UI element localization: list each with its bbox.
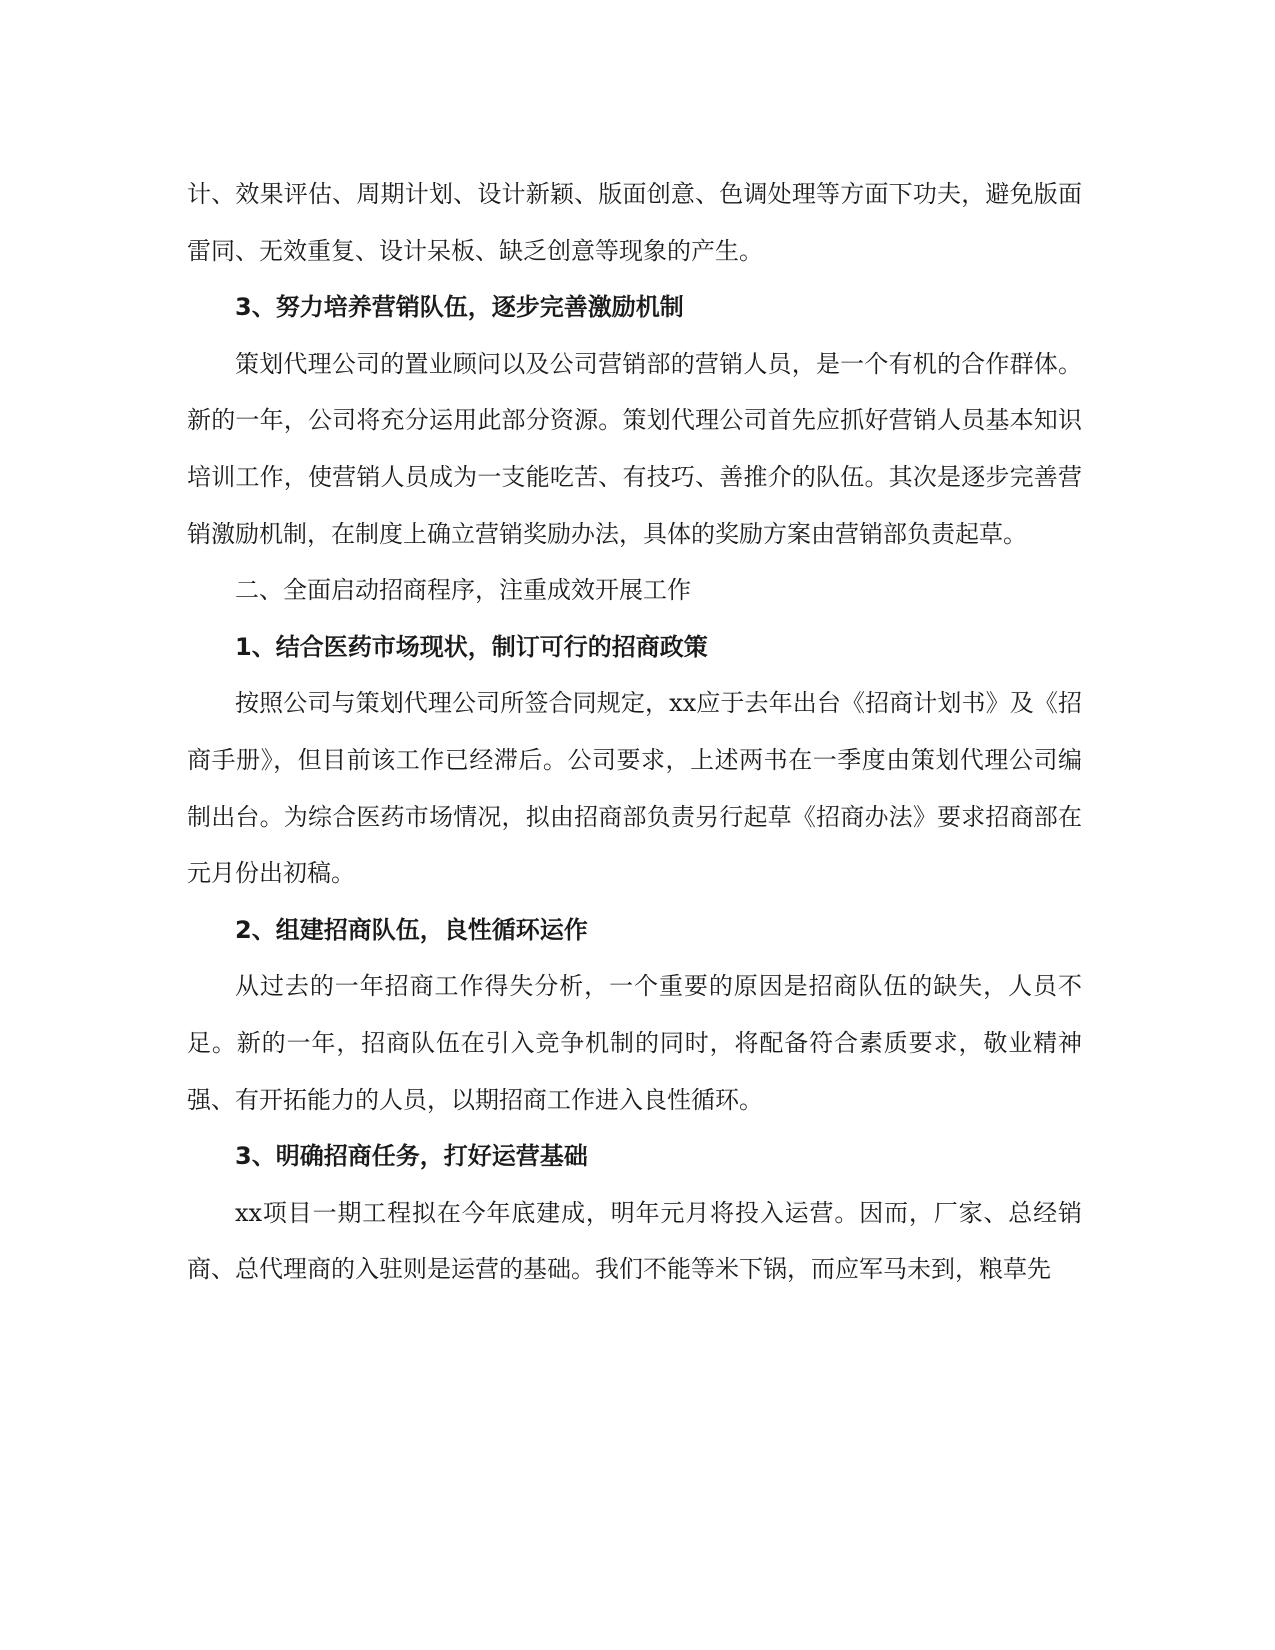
section-heading-policy: 1、结合医药市场现状，制订可行的招商政策 [235, 632, 708, 661]
paragraph-sales-team: 策划代理公司的置业顾问以及公司营销部的营销人员，是一个有机的合作群体。新的一年，公司将充分运用此部分资源。策划代理公司首先应抓好营销人员基本知识培训工作，使营销人员成为一支能吃苦、有技巧、善推介的队伍。其次是逐步完善营销激励机制，在制度上确立营销奖励办法，具体的奖励方案由营销部负责起草。 [187, 349, 1082, 548]
section-heading-sales-team: 3、努力培养营销队伍，逐步完善激励机制 [235, 293, 684, 322]
paragraph-policy: 按照公司与策划代理公司所签合同规定，xx应于去年出台《招商计划书》及《招商手册》，但目前该工作已经滞后。公司要求，上述两书在一季度由策划代理公司编制出台。为综合医药市场情况，拟由招商部负责另行起草《招商办法》要求招商部在元月份出初稿。 [187, 689, 1082, 888]
section-heading-tasks: 3、明确招商任务，打好运营基础 [235, 1142, 588, 1171]
section-heading-team: 2、组建招商队伍，良性循环运作 [235, 915, 588, 944]
section-title-investment: 二、全面启动招商程序，注重成效开展工作 [235, 576, 691, 605]
paragraph-tasks: xx项目一期工程拟在今年底建成，明年元月将投入运营。因而，厂家、总经销商、总代理商的入驻则是运营的基础。我们不能等米下锅，而应军马未到，粮草先 [187, 1198, 1082, 1284]
paragraph-continuation: 计、效果评估、周期计划、设计新颖、版面创意、色调处理等方面下功夫，避免版面雷同、无效重复、设计呆板、缺乏创意等现象的产生。 [187, 180, 1082, 265]
paragraph-team: 从过去的一年招商工作得失分析，一个重要的原因是招商队伍的缺失，人员不足。新的一年，招商队伍在引入竞争机制的同时，将配备符合素质要求，敬业精神强、有开拓能力的人员，以期招商工作进入良性循环。 [187, 972, 1082, 1114]
document-body [187, 166, 1082, 1298]
